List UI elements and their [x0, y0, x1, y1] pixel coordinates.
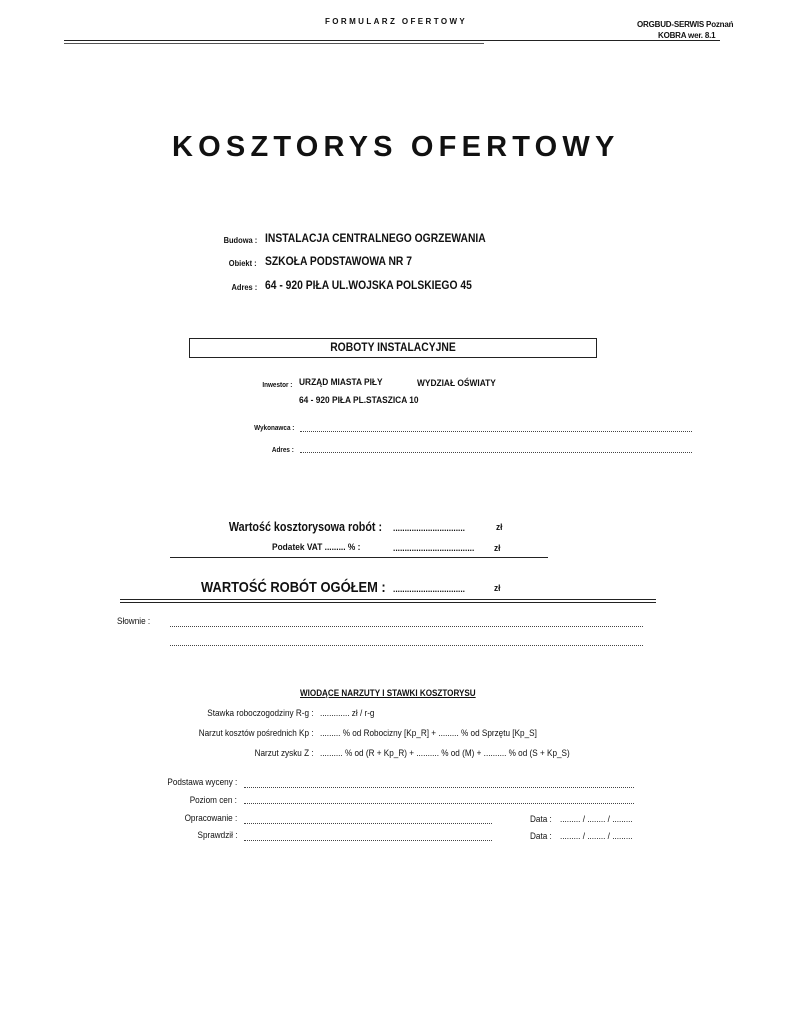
contractor-adres-label: Adres :: [272, 445, 294, 454]
wartosc-currency: zł: [496, 522, 503, 533]
total-divider: [120, 599, 656, 600]
poziom-label: Poziom cen :: [189, 795, 237, 806]
z-label: Narzut zysku Z :: [254, 748, 314, 759]
works-type-box: [189, 338, 597, 358]
header-divider: [64, 40, 720, 41]
investor-department: WYDZIAŁ OŚWIATY: [417, 378, 496, 389]
works-type-label: ROBOTY INSTALACYJNE: [330, 342, 456, 354]
vat-currency: zł: [494, 543, 501, 554]
vat-divider: [170, 557, 548, 558]
stawka-value[interactable]: ............. zł / r-g: [320, 708, 375, 719]
opracowanie-field[interactable]: [244, 823, 492, 824]
contractor-adres-field[interactable]: [300, 452, 692, 453]
poziom-field[interactable]: [244, 803, 634, 804]
investor-name: URZĄD MIASTA PIŁY: [299, 377, 383, 388]
sprawdzil-label: Sprawdził :: [197, 830, 237, 841]
slownie-field-2[interactable]: [170, 645, 643, 646]
slownie-label: Słownie :: [117, 616, 151, 627]
kp-label: Narzut kosztów pośrednich Kp :: [199, 728, 314, 739]
rates-section-title: WIODĄCE NARZUTY I STAWKI KOSZTORYSU: [300, 688, 476, 698]
adres-value: 64 - 920 PIŁA UL.WOJSKA POLSKIEGO 45: [265, 278, 472, 292]
investor-label: Inwestor :: [261, 380, 292, 389]
vat-label: Podatek VAT ......... % :: [272, 542, 361, 553]
software-vendor: ORGBUD-SERWIS Poznań: [637, 20, 734, 29]
z-value[interactable]: .......... % od (R + Kp_R) + .......... % od (M) + .......... % od (S + Kp_S): [320, 748, 570, 759]
total-divider-2: [120, 602, 656, 603]
vat-dots[interactable]: ...................................: [393, 543, 475, 554]
total-currency: zł: [494, 583, 501, 594]
slownie-field-1[interactable]: [170, 626, 643, 627]
budowa-label: Budowa :: [223, 235, 257, 245]
wartosc-label: Wartość kosztorysowa robót :: [228, 520, 382, 534]
sprawdzil-date-field[interactable]: ......... / ........ / .........: [560, 831, 633, 842]
adres-label: Adres :: [231, 282, 257, 292]
stawka-label: Stawka roboczogodziny R-g :: [207, 708, 314, 719]
total-label: WARTOŚĆ ROBÓT OGÓŁEM :: [201, 579, 386, 596]
software-version: KOBRA wer. 8.1: [658, 31, 716, 40]
sprawdzil-date-label: Data :: [530, 831, 552, 842]
podstawa-field[interactable]: [244, 787, 634, 788]
wykonawca-field[interactable]: [300, 431, 692, 432]
investor-address: 64 - 920 PIŁA PL.STASZICA 10: [299, 395, 419, 406]
obiekt-label: Obiekt :: [229, 258, 257, 268]
opracowanie-date-label: Data :: [530, 814, 552, 825]
opracowanie-date-field[interactable]: ......... / ........ / .........: [560, 814, 633, 825]
opracowanie-label: Opracowanie :: [184, 813, 237, 824]
page-title: KOSZTORYS OFERTOWY: [172, 131, 620, 163]
wartosc-dots[interactable]: ...............................: [393, 523, 466, 534]
kp-value[interactable]: ......... % od Robocizny [Kp_R] + ......... % od Sprzętu [Kp_S]: [320, 728, 537, 739]
podstawa-label: Podstawa wyceny :: [167, 777, 237, 788]
total-dots[interactable]: ...............................: [393, 584, 466, 595]
form-type-header: FORMULARZ OFERTOWY: [325, 17, 468, 26]
obiekt-value: SZKOŁA PODSTAWOWA NR 7: [265, 254, 412, 268]
budowa-value: INSTALACJA CENTRALNEGO OGRZEWANIA: [265, 231, 486, 245]
header-divider-short: [64, 43, 484, 44]
sprawdzil-field[interactable]: [244, 840, 492, 841]
wykonawca-label: Wykonawca :: [253, 423, 294, 432]
